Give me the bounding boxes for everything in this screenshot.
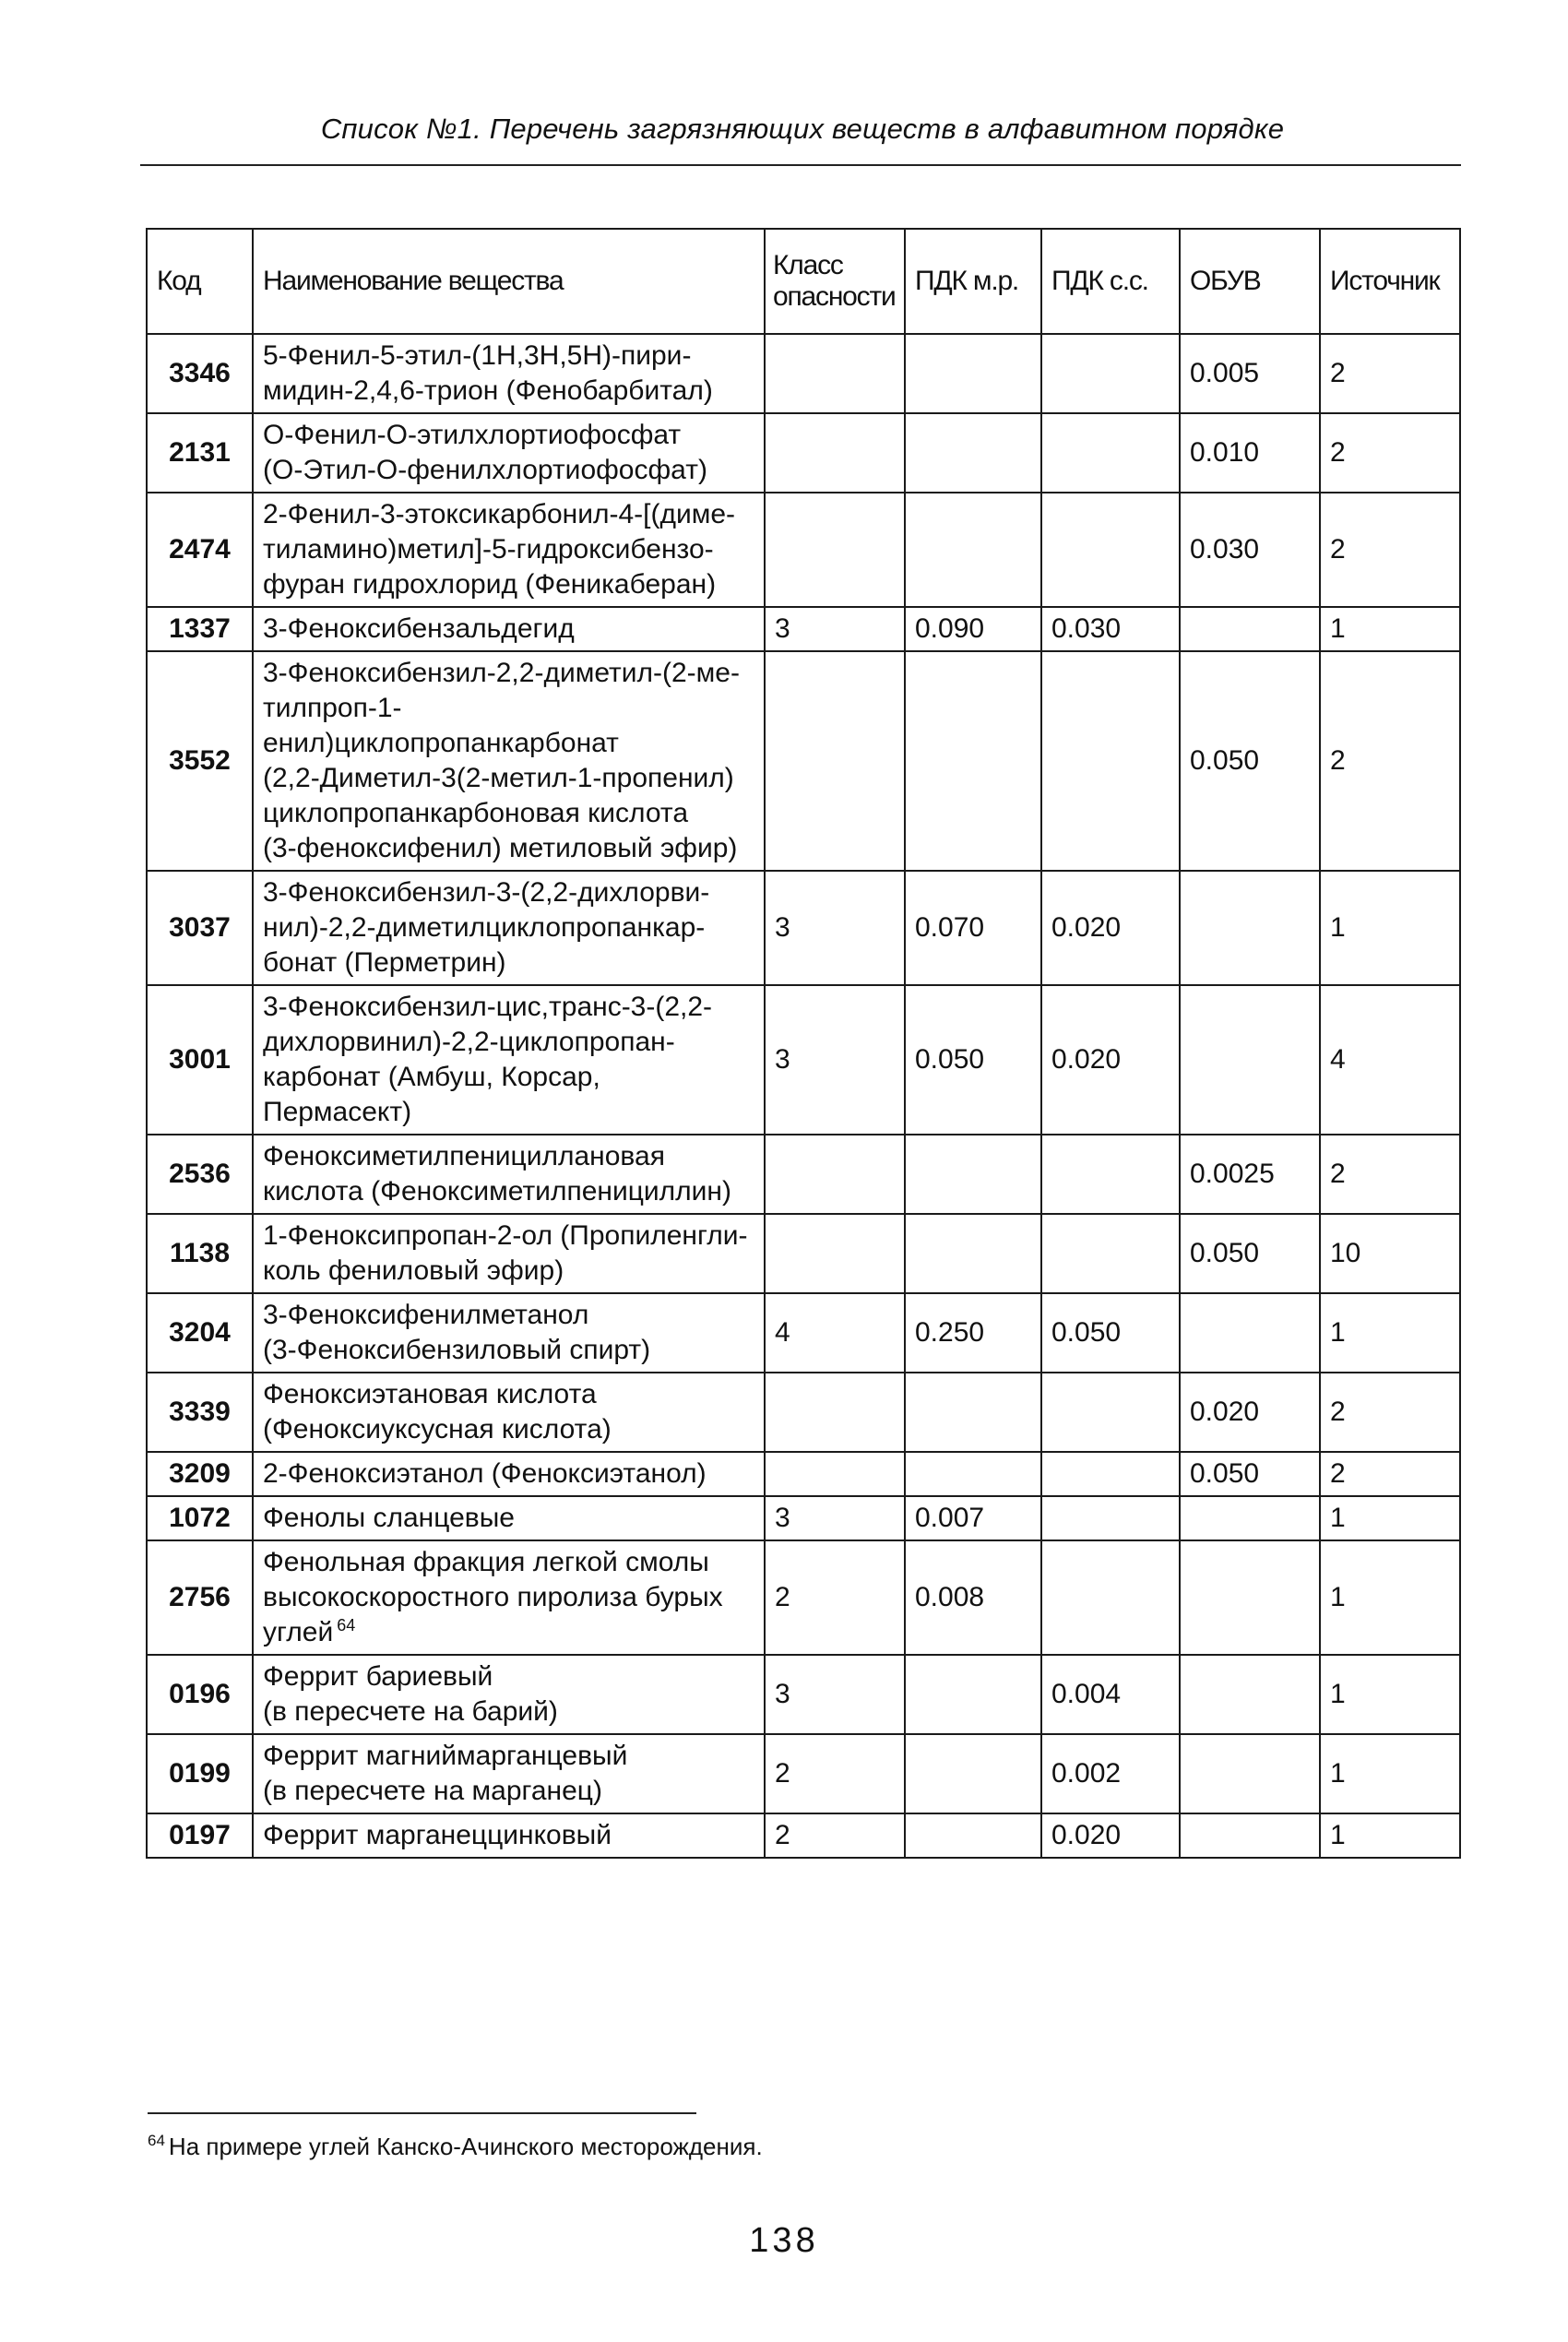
pdk-ss-cell: 0.020 <box>1041 1813 1180 1858</box>
name-cell <box>253 1135 765 1214</box>
substance-name: Фенольная фракция легкой смолы высокоскоростного пиролиза бурых углей <box>263 1547 723 1647</box>
code-cell: 2536 <box>147 1135 253 1214</box>
source-cell: 1 <box>1320 607 1460 651</box>
substance-name: 3-Феноксибензил-3-(2,2-дихлорви- нил)-2,2-диметилциклопропанкар- бонат (Перметрин) <box>263 877 710 978</box>
column-header-pdk-mr: ПДК м.р. <box>905 229 1041 334</box>
substance-name: 2-Феноксиэтанол (Феноксиэтанол) <box>263 1458 707 1489</box>
pdk-ss-cell <box>1041 1496 1180 1540</box>
name-cell <box>253 1214 765 1293</box>
title-rule <box>140 164 1461 166</box>
name-cell <box>253 607 765 651</box>
hazard-class-cell <box>765 1214 905 1293</box>
table-row <box>147 1496 1460 1540</box>
name-cell <box>253 1293 765 1373</box>
table-row <box>147 1293 1460 1373</box>
code-cell: 3339 <box>147 1373 253 1452</box>
obuv-cell: 0.050 <box>1180 1214 1320 1293</box>
name-cell <box>253 413 765 493</box>
hazard-class-cell <box>765 413 905 493</box>
source-cell: 2 <box>1320 413 1460 493</box>
name-cell <box>253 1496 765 1540</box>
code-cell: 3037 <box>147 871 253 985</box>
source-cell: 1 <box>1320 1293 1460 1373</box>
substance-name: 3-Феноксибензил-цис,транс-3-(2,2- дихлорвинил)-2,2-циклопропан- карбонат (Амбуш, Корсар, Пермасект) <box>263 992 713 1127</box>
code-cell: 1337 <box>147 607 253 651</box>
source-cell: 1 <box>1320 871 1460 985</box>
table-row <box>147 1734 1460 1813</box>
pdk-ss-cell <box>1041 1540 1180 1655</box>
name-cell <box>253 651 765 871</box>
hazard-class-cell: 4 <box>765 1293 905 1373</box>
page-number: 138 <box>749 2221 819 2260</box>
substance-name: 2-Фенил-3-этоксикарбонил-4-[(диме- тиламино)метил]-5-гидроксибензо- фуран гидрохлорид (Феникаберан) <box>263 499 736 600</box>
pdk-mr-cell <box>905 1373 1041 1452</box>
substance-name: О-Фенил-О-этилхлортиофосфат (О-Этил-О-фенилхлортиофосфат) <box>263 420 707 485</box>
pdk-mr-cell: 0.090 <box>905 607 1041 651</box>
table-row <box>147 1813 1460 1858</box>
code-cell: 2474 <box>147 493 253 607</box>
pdk-mr-cell: 0.070 <box>905 871 1041 985</box>
source-cell: 10 <box>1320 1214 1460 1293</box>
pdk-mr-cell <box>905 1734 1041 1813</box>
hazard-class-cell: 2 <box>765 1734 905 1813</box>
substances-table <box>146 228 1461 1859</box>
hazard-class-cell: 3 <box>765 1655 905 1734</box>
pdk-ss-cell <box>1041 651 1180 871</box>
source-cell: 1 <box>1320 1496 1460 1540</box>
obuv-cell <box>1180 607 1320 651</box>
footnote-text: На примере углей Канско-Ачинского месторождения. <box>168 2133 763 2160</box>
footnote <box>148 2133 1439 2161</box>
hazard-class-cell <box>765 493 905 607</box>
obuv-cell <box>1180 1734 1320 1813</box>
footnote-rule <box>148 2112 696 2114</box>
substance-name: Феррит магниймарганцевый (в пересчете на марганец) <box>263 1741 628 1806</box>
column-header-hazard-class: Класс опасности <box>765 229 905 334</box>
name-cell <box>253 1813 765 1858</box>
source-cell: 1 <box>1320 1813 1460 1858</box>
table-row <box>147 985 1460 1135</box>
obuv-cell: 0.0025 <box>1180 1135 1320 1214</box>
name-cell <box>253 1734 765 1813</box>
hazard-class-cell: 2 <box>765 1813 905 1858</box>
footnote-number: 64 <box>148 2132 165 2150</box>
substance-name: 1-Феноксипропан-2-ол (Пропиленгли- коль фениловый эфир) <box>263 1220 748 1286</box>
source-cell: 2 <box>1320 1452 1460 1496</box>
code-cell: 0197 <box>147 1813 253 1858</box>
table-row <box>147 607 1460 651</box>
name-cell <box>253 1655 765 1734</box>
name-cell <box>253 871 765 985</box>
pdk-mr-cell <box>905 334 1041 413</box>
source-cell: 2 <box>1320 651 1460 871</box>
obuv-cell: 0.030 <box>1180 493 1320 607</box>
pdk-ss-cell <box>1041 1135 1180 1214</box>
source-cell: 4 <box>1320 985 1460 1135</box>
source-cell: 1 <box>1320 1655 1460 1734</box>
pdk-ss-cell <box>1041 1373 1180 1452</box>
name-cell <box>253 985 765 1135</box>
pdk-ss-cell <box>1041 413 1180 493</box>
name-cell <box>253 1540 765 1655</box>
column-header-pdk-ss: ПДК с.с. <box>1041 229 1180 334</box>
pdk-ss-cell: 0.002 <box>1041 1734 1180 1813</box>
hazard-class-cell: 2 <box>765 1540 905 1655</box>
hazard-class-cell <box>765 1373 905 1452</box>
pdk-ss-cell <box>1041 334 1180 413</box>
obuv-cell <box>1180 985 1320 1135</box>
code-cell: 3209 <box>147 1452 253 1496</box>
hazard-class-cell: 3 <box>765 1496 905 1540</box>
obuv-cell <box>1180 1540 1320 1655</box>
source-cell: 2 <box>1320 334 1460 413</box>
column-header-source: Источник <box>1320 229 1460 334</box>
table-header-row <box>147 229 1460 334</box>
hazard-class-cell: 3 <box>765 985 905 1135</box>
column-header-obuv: ОБУВ <box>1180 229 1320 334</box>
pdk-ss-cell <box>1041 1452 1180 1496</box>
pdk-mr-cell <box>905 651 1041 871</box>
source-cell: 2 <box>1320 493 1460 607</box>
pdk-ss-cell <box>1041 1214 1180 1293</box>
code-cell: 2131 <box>147 413 253 493</box>
code-cell: 3552 <box>147 651 253 871</box>
code-cell: 3001 <box>147 985 253 1135</box>
obuv-cell: 0.050 <box>1180 651 1320 871</box>
table-row <box>147 871 1460 985</box>
obuv-cell <box>1180 1813 1320 1858</box>
substance-name: 3-Феноксифенилметанол (3-Феноксибензиловый спирт) <box>263 1300 651 1365</box>
name-cell <box>253 493 765 607</box>
hazard-class-cell <box>765 651 905 871</box>
pdk-mr-cell <box>905 1135 1041 1214</box>
table-row <box>147 1655 1460 1734</box>
obuv-cell <box>1180 1496 1320 1540</box>
pdk-ss-cell: 0.050 <box>1041 1293 1180 1373</box>
pdk-ss-cell: 0.020 <box>1041 871 1180 985</box>
table-row <box>147 1452 1460 1496</box>
table-row <box>147 1135 1460 1214</box>
table-body <box>147 334 1460 1858</box>
hazard-class-cell <box>765 1135 905 1214</box>
substance-name: 5-Фенил-5-этил-(1Н,3Н,5Н)-пири- мидин-2,4,6-трион (Фенобарбитал) <box>263 340 713 406</box>
table-row <box>147 413 1460 493</box>
hazard-class-cell: 3 <box>765 607 905 651</box>
pdk-mr-cell <box>905 413 1041 493</box>
source-cell: 1 <box>1320 1540 1460 1655</box>
pdk-mr-cell <box>905 1452 1041 1496</box>
substance-name: 3-Феноксибензальдегид <box>263 613 575 644</box>
name-cell <box>253 1452 765 1496</box>
obuv-cell: 0.010 <box>1180 413 1320 493</box>
source-cell: 2 <box>1320 1135 1460 1214</box>
table-row <box>147 1214 1460 1293</box>
pdk-mr-cell <box>905 1813 1041 1858</box>
name-cell <box>253 334 765 413</box>
substance-name: Феноксиэтановая кислота (Феноксиуксусная кислота) <box>263 1379 612 1444</box>
substance-name: Феррит марганеццинковый <box>263 1820 612 1850</box>
obuv-cell: 0.020 <box>1180 1373 1320 1452</box>
footnote-reference: 64 <box>337 1616 356 1635</box>
pdk-mr-cell: 0.050 <box>905 985 1041 1135</box>
page-title: Список №1. Перечень загрязняющих веществ в алфавитном порядке <box>320 113 1285 145</box>
table-row <box>147 651 1460 871</box>
code-cell: 1138 <box>147 1214 253 1293</box>
source-cell: 1 <box>1320 1734 1460 1813</box>
code-cell: 3346 <box>147 334 253 413</box>
pdk-mr-cell: 0.007 <box>905 1496 1041 1540</box>
substance-name: Фенолы сланцевые <box>263 1503 515 1533</box>
code-cell: 3204 <box>147 1293 253 1373</box>
hazard-class-cell <box>765 1452 905 1496</box>
code-cell: 0199 <box>147 1734 253 1813</box>
hazard-class-cell <box>765 334 905 413</box>
table-row <box>147 334 1460 413</box>
obuv-cell: 0.005 <box>1180 334 1320 413</box>
hazard-class-cell: 3 <box>765 871 905 985</box>
pdk-mr-cell <box>905 1655 1041 1734</box>
pdk-mr-cell <box>905 1214 1041 1293</box>
name-cell <box>253 1373 765 1452</box>
substance-name: Феррит бариевый (в пересчете на барий) <box>263 1661 558 1727</box>
obuv-cell: 0.050 <box>1180 1452 1320 1496</box>
column-header-name: Наименование вещества <box>253 229 765 334</box>
table-row <box>147 1540 1460 1655</box>
obuv-cell <box>1180 1293 1320 1373</box>
pdk-ss-cell: 0.030 <box>1041 607 1180 651</box>
source-cell: 2 <box>1320 1373 1460 1452</box>
pdk-ss-cell: 0.020 <box>1041 985 1180 1135</box>
column-header-code: Код <box>147 229 253 334</box>
table-row <box>147 1373 1460 1452</box>
pdk-ss-cell <box>1041 493 1180 607</box>
pdk-mr-cell: 0.250 <box>905 1293 1041 1373</box>
code-cell: 2756 <box>147 1540 253 1655</box>
code-cell: 0196 <box>147 1655 253 1734</box>
substance-name: Феноксиметилпенициллановая кислота (Феноксиметилпенициллин) <box>263 1141 731 1207</box>
obuv-cell <box>1180 871 1320 985</box>
substance-name: 3-Феноксибензил-2,2-диметил-(2-ме- тилпроп-1-енил)циклопропанкарбонат (2,2-Диметил-3(2-метил-1-пропенил) циклопропанкарбоновая кислота (3-феноксифенил) метиловый эфир) <box>263 658 740 863</box>
pdk-ss-cell: 0.004 <box>1041 1655 1180 1734</box>
obuv-cell <box>1180 1655 1320 1734</box>
pdk-mr-cell: 0.008 <box>905 1540 1041 1655</box>
code-cell: 1072 <box>147 1496 253 1540</box>
table-row <box>147 493 1460 607</box>
pdk-mr-cell <box>905 493 1041 607</box>
